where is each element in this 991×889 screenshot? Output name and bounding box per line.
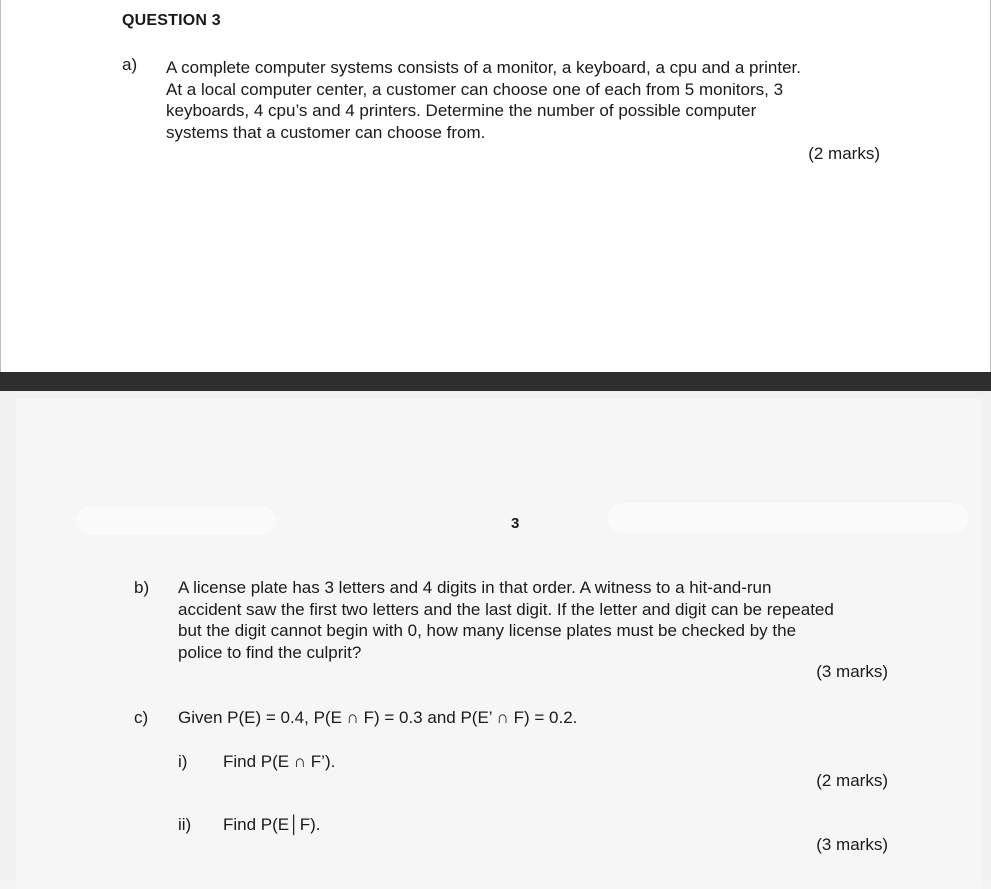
scan-smudge <box>76 507 276 535</box>
question-b-marks: (3 marks) <box>816 662 888 681</box>
question-c-i-label: i) <box>178 752 188 771</box>
question-a-line: keyboards, 4 cpu’s and 4 printers. Determine the number of possible computer <box>166 101 757 120</box>
question-b-line: but the digit cannot begin with 0, how many license plates must be checked by the <box>178 621 797 640</box>
question-b-line: police to find the culprit? <box>178 642 362 662</box>
question-c-i-text: Find P(E ∩ F’). <box>223 752 336 771</box>
question-c-label: c) <box>134 708 149 727</box>
question-a-line: systems that a customer can choose from. <box>166 122 486 142</box>
question-a-marks: (2 marks) <box>808 144 880 163</box>
question-a-text <box>166 57 880 143</box>
question-a-line: At a local computer center, a customer can choose one of each from 5 monitors, 3 <box>166 79 784 99</box>
question-heading: QUESTION 3 <box>122 12 221 29</box>
question-b-line: accident saw the first two letters and the last digit. If the letter and digit can be repeated <box>178 599 834 619</box>
page-divider <box>0 372 991 391</box>
question-c-text: Given P(E) = 0.4, P(E ∩ F) = 0.3 and P(E’ ∩ F) = 0.2. <box>178 708 578 727</box>
question-c-ii-label: ii) <box>178 815 192 834</box>
question-b-label: b) <box>134 578 150 597</box>
question-a-label: a) <box>122 55 138 74</box>
question-b-line: A license plate has 3 letters and 4 digits in that order. A witness to a hit-and-run <box>178 578 772 597</box>
exam-page-top <box>0 0 991 372</box>
page-number: 3 <box>511 515 520 532</box>
question-c-i-marks: (2 marks) <box>816 771 888 790</box>
question-c-ii-text: Find P(E│F). <box>223 815 321 834</box>
scan-smudge <box>608 503 968 533</box>
question-a-line: A complete computer systems consists of a monitor, a keyboard, a cpu and a printer. <box>166 58 801 77</box>
question-b-text <box>178 577 888 663</box>
question-c-ii-marks: (3 marks) <box>816 835 888 854</box>
